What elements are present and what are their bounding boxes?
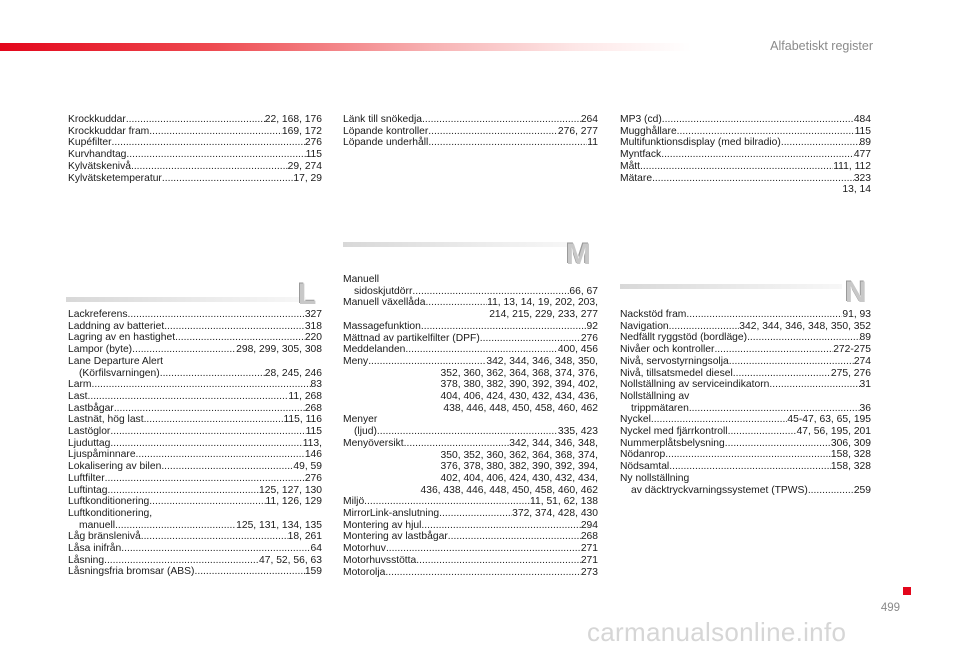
index-entry-pages-continued: 376, 378, 380, 382, 390, 392, 394, [440,461,598,473]
dot-leader [640,161,833,173]
index-entry-pages: 276 [304,472,322,484]
index-entry-term: Massagefunktion [343,320,421,332]
index-entry [620,449,871,461]
index-entry-term: Lackreferens [68,309,128,320]
index-entry [620,356,871,368]
index-entry [620,391,871,414]
index-entry-term: Motorhuv [343,543,386,555]
index-column-m [343,274,598,578]
index-entry-term: MirrorLink-anslutning [343,508,440,520]
index-entry-pages: 306, 309 [830,437,871,449]
index-entry-pages: 272-275 [833,344,871,356]
dot-leader [149,496,265,508]
dot-leader [91,379,310,391]
section-divider-l [66,297,306,302]
dot-leader [428,126,558,138]
index-entry-pages: 276, 277 [557,125,598,137]
index-entry [68,391,322,403]
index-entry [343,137,598,149]
dot-leader [149,126,282,138]
index-entry [620,184,871,196]
index-entry [343,555,598,567]
dot-leader [385,567,580,579]
dot-leader [421,520,580,532]
dot-leader [110,438,302,450]
index-entry [343,356,598,415]
index-entry [68,461,322,473]
index-entry [68,496,322,508]
dot-leader [686,309,842,321]
index-entry [68,161,322,173]
dot-leader [175,332,305,344]
dot-leader [368,356,486,368]
index-entry-pages: 49, 59 [293,461,322,473]
index-entry [343,531,598,543]
index-entry-term: Nollställning av [620,390,690,402]
index-entry-pages: 159 [304,566,322,578]
index-entry-pages: 298, 299, 305, 308 [236,344,322,356]
index-entry-term: av däcktryckvarningssystemet (TPWS) [631,484,808,496]
index-entry-term: Luftkonditionering [68,496,150,508]
index-entry [68,309,322,321]
index-entry-term: Nivåer och kontroller [620,344,715,356]
index-entry-term: Ny nollställning [620,472,690,484]
index-entry [68,403,322,415]
index-entry-pages: 28, 245, 246 [264,367,322,379]
index-entry-pages: 220 [304,332,322,344]
dot-leader [669,461,831,473]
index-entry [68,114,322,126]
index-entry-pages: 342, 344, 346, 348, 350, [486,355,598,367]
dot-leader [428,137,587,149]
dot-leader [448,531,581,543]
index-entry [343,126,598,138]
index-entry [620,173,871,185]
dot-leader [161,461,293,473]
index-entry [68,321,322,333]
dot-leader [747,332,859,344]
index-entry-term: Laddning av batteriet [68,320,165,332]
index-entry [68,126,322,138]
dot-leader [422,114,581,126]
index-entry-term: Nödsamtal [620,461,670,473]
index-entry [68,449,322,461]
index-entry-pages: 158, 328 [830,449,871,461]
dot-leader [126,114,265,126]
index-entry-pages: 66, 67 [569,285,598,297]
index-entry-pages: 115 [305,149,322,161]
index-entry-term: MP3 (cd) [620,114,662,125]
index-entry [68,566,322,578]
dot-leader [661,149,854,161]
index-entry [343,543,598,555]
index-entry-term: Låsa inifrån [68,543,122,555]
index-entry [620,368,871,380]
index-entry-term: Lokalisering av bilen [68,461,162,473]
index-entry-pages: 113, [302,437,322,449]
index-entry-pages-continued: 378, 380, 382, 390, 392, 394, 402, [440,379,598,391]
dot-leader [115,520,236,532]
index-entry-pages: 115 [854,125,871,137]
index-entry-term: Mätare [620,172,653,184]
index-entry-pages: 158, 328 [830,461,871,473]
index-entry-term: Navigation [620,320,669,332]
index-entry [68,508,322,531]
index-entry-pages: 115, 116 [283,414,322,426]
dot-leader [714,344,833,356]
index-entry-pages: 83 [310,379,322,391]
index-entry [68,414,322,426]
dot-leader [416,555,581,567]
index-entry-term: Nackstöd fram [620,309,687,320]
index-entry-term: Kylvätsketemperatur [68,172,162,184]
index-entry-pages: 91, 93 [842,309,871,320]
index-entry-term: Låsning [68,554,105,566]
index-entry [620,473,871,496]
index-entry [620,321,871,333]
index-entry-term: Multifunktionsdisplay (med bilradio) [620,137,781,149]
index-entry-term: Lampor (byte) [68,344,133,356]
page-number: 499 [880,602,900,614]
index-entry-term: (Körfilsvarningen) [79,367,160,379]
index-entry [68,543,322,555]
index-entry-term: Mättnad av partikelfilter (DPF) [343,332,480,344]
index-entry-pages: 11, 13, 14, 19, 202, 203, [487,297,598,309]
index-entry [620,344,871,356]
index-entry [68,426,322,438]
index-entry [343,496,598,508]
index-entry [343,438,598,497]
index-entry-term: Montering av lastbågar [343,531,448,543]
dot-leader [725,438,831,450]
index-entry-term: (ljud) [354,426,377,438]
dot-leader [781,137,860,149]
dot-leader [769,379,859,391]
index-entry [343,567,598,579]
index-entry-term: sidoskjutdörr [354,285,413,297]
index-entry-pages: 146 [304,449,322,461]
index-entry-pages: 342, 344, 346, 348, [509,437,598,449]
index-entry [620,426,871,438]
index-entry-term: Kurvhandtag [68,149,127,161]
index-entry-pages: 318 [304,320,322,332]
index-entry [68,531,322,543]
dot-leader [386,543,581,555]
index-entry [343,274,598,297]
dot-leader [110,426,305,438]
dot-leader [689,403,860,415]
index-entry-pages: 276 [304,137,322,149]
index-entry-pages: 47, 52, 56, 63 [259,554,322,566]
index-entry-term: Löpande kontroller [343,125,429,137]
dot-leader [141,531,288,543]
dot-leader [652,173,854,185]
section-letter-n: N [845,276,867,309]
index-entry-pages: 484 [853,114,871,125]
index-entry-pages: 477 [853,149,871,161]
index-entry-pages: 89 [859,137,871,149]
index-entry-term: Ljuspåminnare [68,449,136,461]
index-entry [343,297,598,320]
index-entry-term: Montering av hjul [343,519,422,531]
dot-leader [662,114,854,126]
index-entry-pages: 323 [853,172,871,184]
dot-leader [128,309,305,321]
index-entry-pages: 342, 344, 346, 348, 350, 352 [739,320,871,332]
dot-leader [651,414,788,426]
index-entry [620,461,871,473]
index-entry-term: Kupéfilter [68,137,112,149]
index-entry-term: Luftintag [68,484,108,496]
dot-leader [126,149,305,161]
index-entry [68,485,322,497]
index-entry-pages: 275, 276 [830,367,871,379]
index-entry-term: Motorhuvsstötta [343,554,417,566]
index-entry-pages-continued: 350, 352, 360, 362, 364, 368, 374, [440,449,598,461]
dot-leader [665,449,831,461]
dot-leader [160,368,265,380]
index-entry-pages: 11, 51, 62, 138 [530,496,598,508]
index-entry [68,173,322,185]
index-entry-pages: 18, 261 [287,531,322,543]
index-column-m-continued [620,114,871,196]
dot-leader [112,137,305,149]
index-entry-pages: 276 [580,332,598,344]
index-entry-term: Låsningsfria bromsar (ABS) [68,566,195,578]
index-entry-term: Lane Departure Alert [68,355,164,367]
index-entry-pages: 169, 172 [281,125,322,137]
index-entry [343,508,598,520]
dot-leader [131,161,288,173]
dot-leader [808,485,854,497]
index-entry-term: Last [68,390,88,402]
index-entry-pages: 268 [304,402,322,414]
index-entry [68,473,322,485]
dot-leader [421,321,587,333]
index-entry [620,379,871,391]
index-column-n [620,309,871,496]
dot-leader [677,126,855,138]
index-entry [343,114,598,126]
dot-leader [136,449,305,461]
index-entry-pages: 400, 456 [557,344,598,356]
dot-leader [405,344,558,356]
index-entry-pages: 45-47, 63, 65, 195 [787,414,871,426]
dot-leader [87,391,288,403]
index-entry-term: Nivå, tillsatsmedel diesel [620,367,733,379]
dot-leader [439,508,512,520]
index-entry [620,309,871,321]
section-divider-m [343,242,573,247]
index-entry-pages: 335, 423 [557,426,598,438]
index-entry-pages-continued: 402, 404, 406, 424, 430, 432, 434, [440,472,598,484]
index-entry-term: Lagring av en hastighet [68,332,176,344]
index-entry-pages: 271 [580,543,598,555]
index-entry [343,333,598,345]
index-entry-pages: 22, 168, 176 [264,114,322,125]
index-entry [620,137,871,149]
index-entry [343,520,598,532]
index-entry-pages: 327 [304,309,322,320]
index-entry-pages: 268 [580,531,598,543]
dot-leader [164,321,305,333]
dot-leader [144,414,284,426]
index-entry-term: Meddelanden [343,344,406,356]
dot-leader [425,297,487,309]
index-entry [68,379,322,391]
index-entry [68,344,322,356]
index-entry-term: Manuell växellåda [343,297,426,309]
dot-leader [404,438,510,450]
index-entry-term: Mugghållare [620,125,677,137]
index-entry [68,137,322,149]
index-entry-term: Låg bränslenivå [68,531,141,543]
watermark: carmanualsonline.info [587,617,847,647]
index-entry [68,332,322,344]
index-entry-pages: 64 [310,543,322,555]
index-entry-term: trippmätaren [631,402,689,414]
index-entry-term: Menyer [343,414,378,426]
dot-leader [480,333,581,345]
dot-leader [364,496,530,508]
index-entry [620,149,871,161]
dot-leader [728,426,797,438]
index-entry-term: Mått [620,160,641,172]
index-entry-term: Luftkonditionering, [68,507,153,519]
index-entry-pages: 111, 112 [833,160,871,172]
index-entry-term: Krockkuddar [68,114,126,125]
index-entry [620,332,871,344]
index-entry [343,344,598,356]
index-entry-term: Meny [343,355,369,367]
index-entry-pages: 274 [853,355,871,367]
index-entry-pages: 36 [859,402,871,414]
section-letter-l: L [298,278,317,311]
index-entry-pages: 17, 29 [293,172,322,184]
index-column-k [68,114,322,184]
index-entry-term: Lastöglor [68,426,111,438]
dot-leader [669,321,740,333]
dot-leader [132,344,236,356]
index-entry-term: Lastnät, hög last [68,414,144,426]
dot-leader [108,485,260,497]
index-entry [620,126,871,138]
index-entry-term: manuell [79,519,116,531]
index-entry-pages: 47, 56, 195, 201 [796,426,871,438]
index-entry-term: Nödanrop [620,449,666,461]
dot-leader [104,555,259,567]
section-divider-n [620,284,842,289]
dot-leader [729,356,854,368]
index-entry [343,414,598,437]
index-entry-pages: 11 [587,137,598,149]
index-entry [620,161,871,173]
index-entry-pages: 13, 14 [842,184,871,196]
index-entry-pages: 372, 374, 428, 430 [512,508,598,520]
index-entry-term: Löpande underhåll [343,137,429,149]
index-entry-pages: 294 [580,519,598,531]
dot-leader [114,403,305,415]
index-entry-pages: 273 [580,566,598,578]
page-header-title: Alfabetiskt register [770,39,873,53]
index-entry-pages: 259 [853,484,871,496]
index-entry-pages: 264 [580,114,598,125]
index-column-l-continued [343,114,598,149]
index-entry-term: Ljuduttag [68,437,111,449]
index-entry-pages: 125, 131, 134, 135 [236,519,322,531]
index-entry [68,438,322,450]
index-entry-pages-continued: 438, 446, 448, 450, 458, 460, 462 [443,402,598,414]
index-entry-term: Nivå, servostyrningsolja [620,355,729,367]
index-entry-pages-continued: 214, 215, 229, 233, 277 [489,309,598,321]
dot-leader [105,473,305,485]
index-entry-term: Miljö [343,496,365,508]
index-entry [620,114,871,126]
index-entry-pages-continued: 352, 360, 362, 364, 368, 374, 376, [440,367,598,379]
index-entry-term: Länk till snökedja [343,114,422,125]
index-entry [620,438,871,450]
index-entry-term: Nummerplåtsbelysning [620,437,725,449]
index-entry [620,414,871,426]
page-marker [903,587,911,595]
index-entry-pages: 29, 274 [287,160,322,172]
index-entry-pages-continued: 404, 406, 424, 430, 432, 434, 436, [440,391,598,403]
index-entry-term: Nollställning av serviceindikatorn [620,379,770,391]
index-entry-term: Larm [68,379,92,391]
index-entry-pages: 125, 127, 130 [259,484,322,496]
index-entry-term: Luftfilter [68,472,105,484]
index-entry-pages: 11, 126, 129 [265,496,322,508]
index-entry-term: Manuell [343,274,380,285]
index-entry-pages: 115 [305,426,322,438]
index-entry [68,356,322,379]
index-entry [68,555,322,567]
index-entry-term: Nyckel med fjärrkontroll [620,426,728,438]
index-entry [68,149,322,161]
dot-leader [121,543,310,555]
section-letter-m: M [566,238,591,271]
index-entry-term: Krockkuddar fram [68,125,150,137]
index-column-l [68,309,322,578]
index-entry-term: Kylvätskenivå [68,160,131,172]
index-entry-term: Nedfällt ryggstöd (bordläge) [620,332,748,344]
index-entry-pages: 92 [586,320,598,332]
dot-leader [412,286,569,298]
index-entry-term: Myntfack [620,149,662,161]
index-entry-pages: 89 [859,332,871,344]
index-entry-term: Nyckel [620,414,651,426]
index-entry-term: Menyöversikt [343,437,404,449]
dot-leader [733,368,831,380]
index-entry-pages-continued: 436, 438, 446, 448, 450, 458, 460, 462 [420,484,598,496]
index-entry-pages: 271 [580,554,598,566]
dot-leader [194,566,304,578]
index-entry [343,321,598,333]
index-entry-pages: 31 [859,379,871,391]
index-entry-pages: 11, 268 [288,390,322,402]
index-entry-term: Lastbågar [68,402,114,414]
dot-leader [377,426,558,438]
index-entry-term: Motorolja [343,566,386,578]
dot-leader [162,173,294,185]
